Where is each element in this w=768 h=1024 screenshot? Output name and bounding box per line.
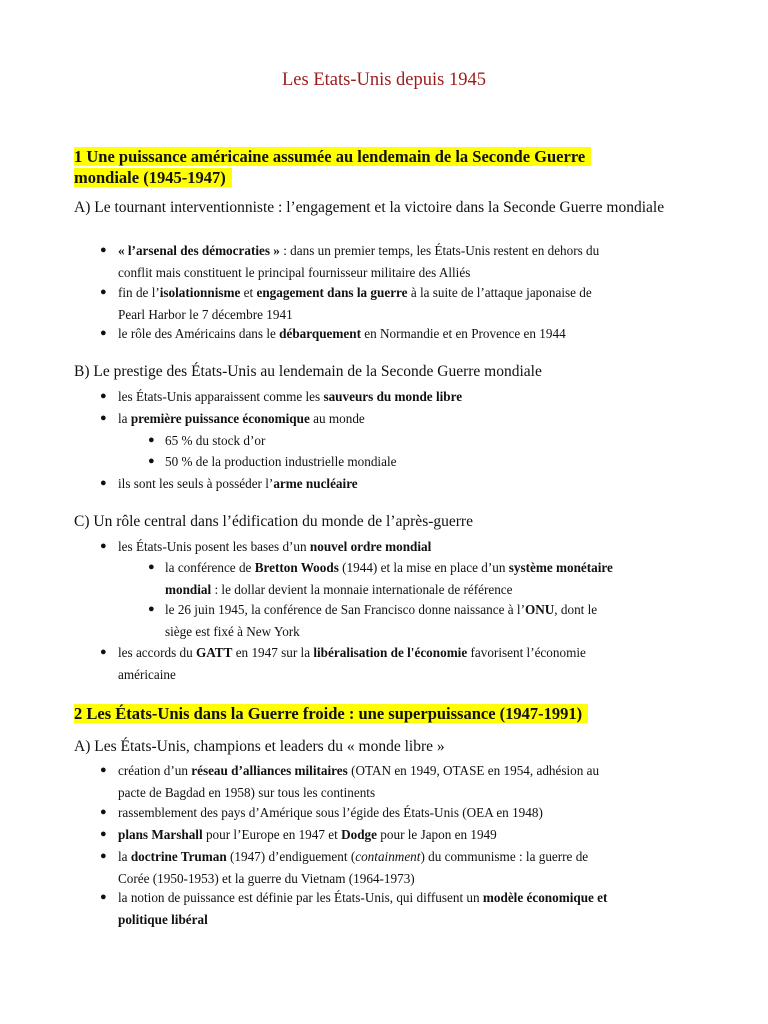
list-item-text: ils sont les seuls à posséder l’arme nucléaire (118, 476, 358, 491)
bullet-icon: ● (148, 434, 155, 446)
bold-term: doctrine Truman (130, 849, 227, 864)
part-1-heading (74, 146, 591, 188)
list-item-text: rassemblement des pays d’Amérique sous l’égide des États-Unis (OEA en 1948) (118, 805, 543, 820)
bold-term: première puissance économique (130, 411, 310, 426)
part-2-heading-line: 2 Les États-Unis dans la Guerre froide : une superpuissance (1947-1991) (74, 704, 588, 723)
list-item-text: 65 % du stock d’or (165, 433, 266, 448)
bullet-icon: ● (100, 850, 107, 862)
bold-term: politique libéral (118, 911, 208, 927)
bullet-icon: ● (100, 477, 107, 489)
bullet-icon: ● (100, 327, 107, 339)
bold-term: plans Marshall (118, 827, 203, 842)
section-1c-heading: C) Un rôle central dans l’édification du monde de l’après-guerre (74, 513, 473, 530)
list-item-text: plans Marshall pour l’Europe en 1947 et Dodge pour le Japon en 1949 (118, 827, 497, 842)
bold-term: Bretton Woods (254, 560, 339, 575)
bold-term: modèle économique et (482, 890, 608, 905)
list-item-text: la notion de puissance est définie par les États-Unis, qui diffusent un modèle économique et politique libéral (118, 890, 608, 927)
bullet-icon: ● (148, 561, 155, 573)
bold-term: engagement dans la guerre (256, 285, 408, 300)
list-item-text: fin de l’isolationnisme et engagement dans la guerre à la suite de l’attaque japonaise de Pearl Harbor le 7 décembre 1941 (118, 285, 592, 322)
italic-term: containment (355, 849, 421, 864)
list-item-text: les États-Unis apparaissent comme les sauveurs du monde libre (118, 389, 463, 404)
bold-term: mondial (165, 581, 212, 597)
bullet-icon: ● (100, 806, 107, 818)
bullet-icon: ● (100, 412, 107, 424)
list-item-text: création d’un réseau d’alliances militaires (OTAN en 1949, OTASE en 1954, adhésion au pacte de Bagdad en 1958) sur tous les continents (118, 763, 600, 800)
bold-term: débarquement (279, 326, 361, 341)
bullet-icon: ● (100, 244, 107, 256)
part-1-heading-line-1: 1 Une puissance américaine assumée au lendemain de la Seconde Guerre (74, 147, 591, 166)
bold-term: sauveurs du monde libre (323, 389, 463, 404)
list-item-text: la doctrine Truman (1947) d’endiguement (containment) du communisme : la guerre de Corée (1950-1953) et la guerre du Vietnam (1964-1973) (118, 849, 589, 886)
bold-term: GATT (196, 645, 233, 660)
list-item-text: le rôle des Américains dans le débarquement en Normandie et en Provence en 1944 (118, 326, 566, 341)
bullet-icon: ● (100, 646, 107, 658)
bold-term: « l’arsenal des démocraties » (118, 243, 280, 258)
bullet-icon: ● (148, 603, 155, 615)
bullet-icon: ● (100, 828, 107, 840)
list-item-text: la première puissance économique au monde (118, 411, 365, 426)
list-item-text: la conférence de Bretton Woods (1944) et la mise en place d’un système monétaire mondial : le dollar devient la monnaie internationale de référence (165, 560, 613, 597)
bullet-icon: ● (148, 455, 155, 467)
bullet-icon: ● (100, 764, 107, 776)
section-1a-heading: A) Le tournant interventionniste : l’engagement et la victoire dans la Seconde Guerre mondiale (74, 199, 665, 216)
bold-term: nouvel ordre mondial (309, 539, 432, 554)
bullet-icon: ● (100, 286, 107, 298)
list-item-text: le 26 juin 1945, la conférence de San Francisco donne naissance à l’ONU, dont le siège est fixé à New York (165, 602, 598, 639)
part-1-heading-line-2: mondiale (1945-1947) (74, 168, 232, 187)
bold-term: système monétaire (508, 560, 613, 575)
section-2a-heading: A) Les États-Unis, champions et leaders du « monde libre » (74, 738, 445, 755)
bold-term: Dodge (341, 827, 377, 842)
bullet-icon: ● (100, 390, 107, 402)
bold-term: isolationnisme (159, 285, 241, 300)
bold-term: libéralisation de l'économie (313, 645, 468, 660)
bold-term: réseau d’alliances militaires (191, 763, 348, 778)
document-title: Les Etats-Unis depuis 1945 (282, 70, 486, 90)
section-1b-heading: B) Le prestige des États-Unis au lendemain de la Seconde Guerre mondiale (74, 363, 542, 380)
list-item-text: « l’arsenal des démocraties » : dans un premier temps, les États-Unis restent en dehors du conflit mais constituent le principal fournisseur militaire des Alliés (118, 243, 600, 280)
bold-term: arme nucléaire (273, 476, 358, 491)
part-2-heading (74, 703, 588, 724)
bullet-icon: ● (100, 891, 107, 903)
list-item-text: 50 % de la production industrielle mondiale (165, 454, 397, 469)
bold-term: ONU (524, 602, 555, 617)
bullet-icon: ● (100, 540, 107, 552)
list-item-text: les accords du GATT en 1947 sur la libéralisation de l'économie favorisent l’économie américaine (118, 645, 586, 682)
list-item-text: les États-Unis posent les bases d’un nouvel ordre mondial (118, 539, 432, 554)
